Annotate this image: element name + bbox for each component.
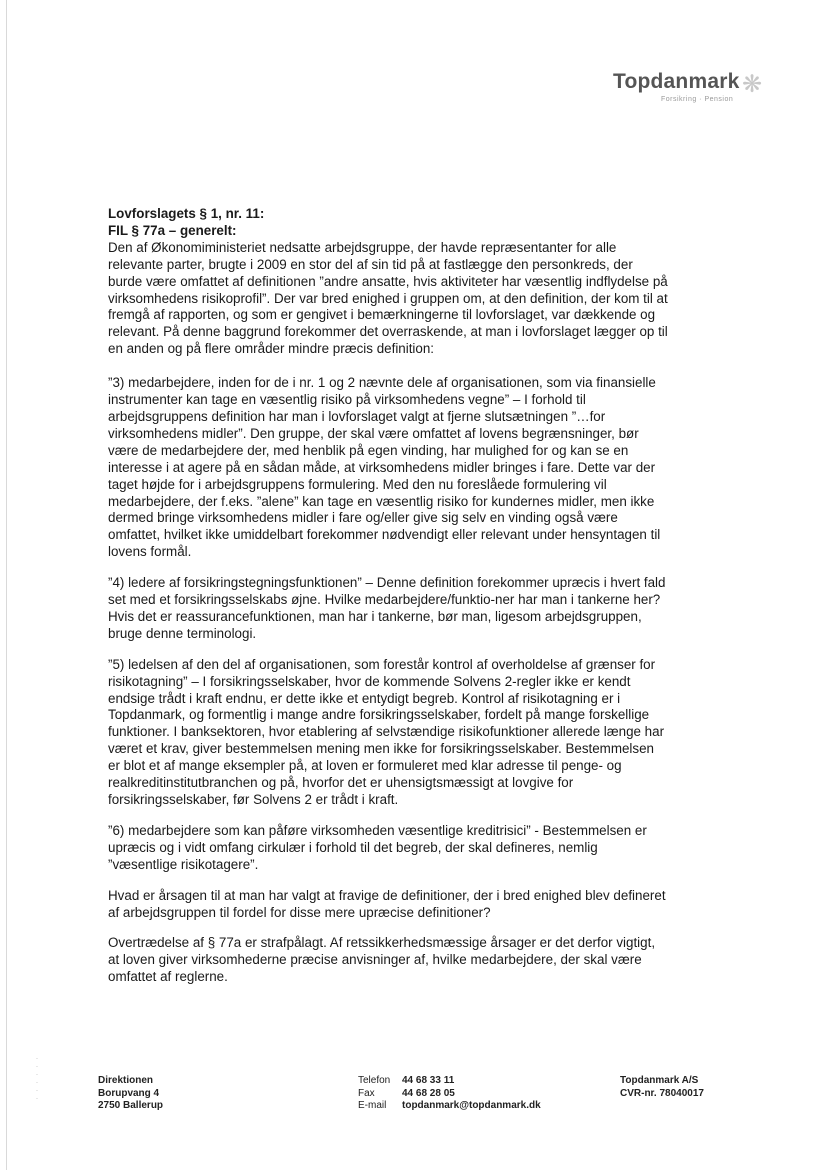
letter-body	[108, 206, 668, 1000]
logo-emblem-icon: ❋	[742, 71, 763, 98]
footer-contact	[358, 1075, 541, 1113]
paragraph-intro: Den af Økonomiministeriet nedsatte arbejdsgruppe, der havde repræsentanter for alle relevante parter, brugte i 2009 en stor del af sin tid på at fastlægge den personkreds, der burde være omfattet af definitionen ”andre ansatte, hvis aktiviteter har væsentlig indflydelse på virksomhedens risikoprofil”. Der var bred enighed i gruppen om, at den definition, der kom til at fremgå af rapporten, og som er gengivet i bemærkningerne til lovforslaget, var dækkende og relevant. På denne baggrund forekommer det overraskende, at man i lovforslaget lægger op til en anden og på flere områder mindre præcis definition:	[108, 239, 668, 357]
paragraph-item-4: ”4) ledere af forsikringstegningsfunktionen” – Denne definition forekommer upræcis i hvert fald set med et forsikringsselskabs øjne. Hvilke medarbejdere/funktio-ner har man i tankerne her? Hvis det er reassurancefunktionen, man har i tankerne, bør man, ligesom arbejdsgruppen, bruge denne terminologi.	[108, 575, 666, 641]
footer-company	[620, 1075, 704, 1100]
scan-marks: · · · · · ·	[36, 1056, 38, 1102]
footer-address-line: Borupvang 4	[98, 1087, 160, 1099]
scan-edge-line	[6, 0, 7, 1170]
footer-address-line: 2750 Ballerup	[98, 1100, 164, 1111]
paragraph-item-3: ”3) medarbejdere, inden for de i nr. 1 og 2 nævnte dele af organisationen, som via finansielle instrumenter kan tage en væsentlig risiko på virksomhedens vegne” – I forhold til arbejdsgruppens definition har man i lovforslaget valgt at fjerne slutsætningen ”…for virksomhedens midler”. Den gruppe, der skal være omfattet af lovens begrænsninger, bør være de medarbejdere der, med henblik på egen vinding, har mulighed for og kan se en interesse i at agere på en sådan måde, at virksomhedens midler bringes i fare. Dette var der taget højde for i arbejdsgruppens formulering. Med den nu foreslåede formulering vil medarbejdere, der f.eks. ”alene” kan tage en væsentlig risiko for kundernes midler, men ikke dermed bringe virksomhedens midler i fare og/eller give sig selv en vinding også være omfattet, hvilket ikke umiddelbart forekommer nødvendigt eller relevant under hensyntagen til lovens formål.	[108, 375, 661, 560]
footer-email: E-mail topdanmark@topdanmark.dk	[358, 1100, 541, 1111]
footer-company-name: Topdanmark A/S	[620, 1075, 699, 1086]
footer-cvr: CVR-nr. 78040017	[620, 1087, 704, 1099]
footer-phone: Telefon 44 68 33 11	[358, 1075, 455, 1086]
paragraph-item-6: ”6) medarbejdere som kan påføre virksomheden væsentlige kreditrisici” - Bestemmelsen er upræcis og i vidt omfang cirkulær i forhold til det begreb, der skal defineres, nemlig ”væsentlige risikotagere”.	[108, 822, 647, 872]
footer-address-line: Direktionen	[98, 1075, 154, 1086]
logo-wordmark: Topdanmark	[613, 70, 740, 93]
footer-address	[98, 1075, 163, 1113]
paragraph-conclusion: Overtrædelse af § 77a er strafpålagt. Af retssikkerhedsmæssige årsager er det derfor vigtigt, at loven giver virksomhederne præcise anvisninger af, hvilke medarbejdere, der skal være omfattet af reglerne.	[108, 935, 656, 985]
section-heading: Lovforslagets § 1, nr. 11:	[108, 206, 265, 221]
footer-fax: Fax 44 68 28 05	[358, 1087, 455, 1099]
paragraph-question: Hvad er årsagen til at man har valgt at fravige de definitioner, der i bred enighed blev defineret af arbejdsgruppen til fordel for disse mere upræcise definitioner?	[108, 887, 666, 920]
logo-tagline: Forsikring · Pension	[661, 96, 734, 103]
paragraph-item-5: ”5) ledelsen af den del af organisationen, som forestår kontrol af overholdelse af grænser for risikotagning” – I forsikringsselskaber, hvor de kommende Solvens 2-regler ikke er kendt endsige trådt i kraft endnu, er dette ikke et entydigt begreb. Kontrol af risikotagning er i Topdanmark, og formentlig i mange andre forsikringsselskaber, fordelt på mange forskellige funktioner. I banksektoren, hvor etablering af selvstændige risikofunktioner allerede længe har været et krav, giver bestemmelsen mening men ikke for forsikringsselskaber. Bestemmelsen er blot et af mange eksempler på, at loven er formuleret med klar adresse til penge- og realkreditinstitutbranchen og på, hvorfor det er uhensigtsmæssigt at lovgive for forsikringsselskaber, før Solvens 2 er trådt i kraft.	[108, 656, 665, 807]
subsection-heading: FIL § 77a – generelt:	[108, 222, 237, 238]
company-logo	[613, 70, 773, 120]
